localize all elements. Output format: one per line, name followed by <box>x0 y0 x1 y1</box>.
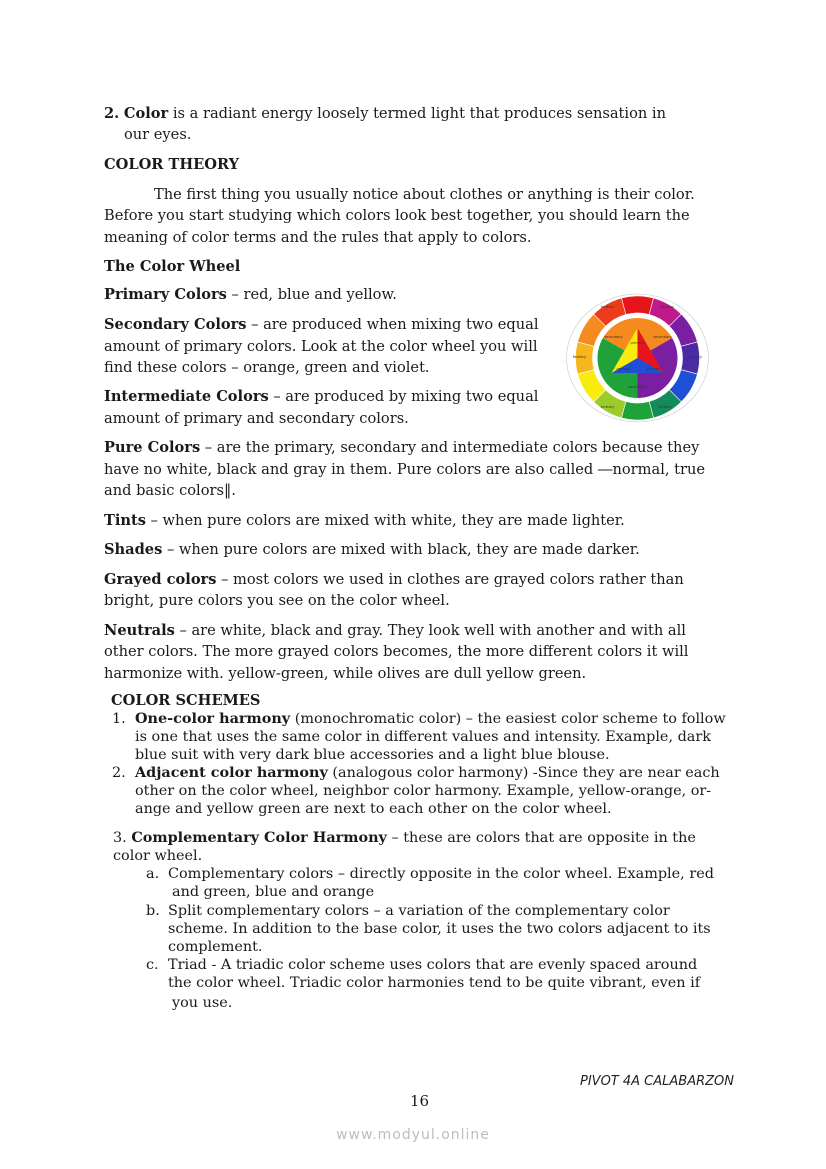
primary-colors-text: – red, blue and yellow. <box>226 286 397 303</box>
watermark: www.modyul.online <box>336 1127 490 1143</box>
grayed-colors-term: Grayed colors <box>104 571 217 588</box>
wheel-label: tertiary <box>658 405 673 409</box>
wheel-label: primary <box>616 367 631 371</box>
scheme-3-number: 3. <box>113 830 127 846</box>
item2-text: is a radiant energy loosely termed light that produces sensation in <box>168 105 666 122</box>
primary-colors-line <box>104 284 397 305</box>
scheme-2-text <box>135 764 735 819</box>
grayed-colors-line-1 <box>104 569 684 590</box>
sub-b-text: Split complementary colors – a variation of the complementary color scheme. In addition to the base color, it uses the two colors adjacent to its complement. <box>168 903 711 956</box>
scheme-2-term: Adjacent color harmony <box>135 764 328 781</box>
item2-line2: our eyes. <box>124 126 192 143</box>
color-schemes-heading: COLOR SCHEMES <box>111 692 261 709</box>
footer-region-label: PIVOT 4A CALABARZON <box>580 1074 734 1089</box>
grayed-colors-text: – most colors we used in clothes are grayed colors rather than <box>216 571 684 588</box>
item2-term: Color <box>123 105 169 122</box>
page-number: 16 <box>410 1092 430 1110</box>
intermediate-colors-text: – are produced by mixing two equal <box>268 388 539 405</box>
secondary-colors-line-3: find these colors – orange, green and violet. <box>104 359 430 376</box>
sub-a-line-2: and green, blue and orange <box>172 884 375 900</box>
wheel-label: secondary <box>628 385 647 389</box>
wheel-segment <box>621 296 653 315</box>
sub-c-text: Triad - A triadic color scheme uses colors that are evenly spaced around the color wheel. Triadic color harmonies tend to be quite vibrant, even if <box>168 957 701 992</box>
wheel-label: primary <box>646 367 661 371</box>
item2-number: 2. <box>104 105 120 122</box>
wheel-label: secondary <box>604 335 623 339</box>
color-wheel-heading: The Color Wheel <box>104 258 241 275</box>
pure-colors-line-3: and basic colors‖. <box>104 482 236 499</box>
color-theory-heading: COLOR THEORY <box>104 156 240 173</box>
tints-line <box>104 510 625 531</box>
neutrals-line-2: other colors. The more grayed colors becomes, the more different colors it will <box>104 643 689 660</box>
sub-a-line-1: Complementary colors – directly opposite in the color wheel. Example, red <box>168 866 714 882</box>
scheme-1-text <box>135 710 735 765</box>
wheel-label: tertiary <box>600 305 615 309</box>
intermediate-colors-line-1 <box>104 386 538 407</box>
wheel-label: primary <box>630 341 645 345</box>
neutrals-term: Neutrals <box>104 622 175 639</box>
shades-text: – when pure colors are mixed with black, they are made darker. <box>162 541 640 558</box>
scheme-3-term: Complementary Color Harmony <box>131 829 387 846</box>
scheme-2-number: 2. <box>112 765 126 781</box>
neutrals-line-3: harmonize with. yellow-green, while olives are dull yellow green. <box>104 665 587 682</box>
intermediate-colors-line-2: amount of primary and secondary colors. <box>104 410 409 427</box>
scheme-2-desc: (analogous color harmony) -Since they are near each other on the color wheel, neighbor color harmony. Example, yellow-orange, or-ange and yellow green are next to each other on the color wheel. <box>135 765 720 818</box>
secondary-colors-line-1 <box>104 314 539 335</box>
secondary-colors-text: – are produced when mixing two equal <box>246 316 539 333</box>
secondary-colors-line-2: amount of primary colors. Look at the color wheel you will <box>104 338 538 355</box>
neutrals-line-1 <box>104 620 686 641</box>
scheme-1-term: One-color harmony <box>135 710 291 727</box>
wheel-label: tertiary <box>660 305 675 309</box>
color-wheel-figure <box>565 293 710 423</box>
color-theory-line-1: The first thing you usually notice about clothes or anything is their color. <box>154 186 695 203</box>
tints-term: Tints <box>104 512 146 529</box>
wheel-label: tertiary <box>688 355 703 359</box>
sub-c-letter: c. <box>146 957 159 973</box>
pure-colors-line-2: have no white, black and gray in them. Pure colors are also called ―normal, true <box>104 461 706 478</box>
wheel-segment <box>621 401 653 420</box>
intermediate-colors-term: Intermediate Colors <box>104 388 269 405</box>
item2-line1 <box>104 103 666 124</box>
color-theory-line-2: Before you start studying which colors look best together, you should learn the <box>104 207 690 224</box>
wheel-label: secondary <box>653 335 672 339</box>
scheme-1-number: 1. <box>112 711 126 727</box>
shades-line <box>104 539 640 560</box>
neutrals-text: – are white, black and gray. They look well with another and with all <box>174 622 686 639</box>
color-theory-line-3: meaning of color terms and the rules that apply to colors. <box>104 229 532 246</box>
scheme-1-desc: (monochromatic color) – the easiest color scheme to follow is one that uses the same color in different values and intensity. Example, dark blue suit with very dark blue accessories and a light blue blouse. <box>135 711 726 764</box>
sub-c-line-2: you use. <box>172 995 233 1011</box>
pure-colors-line-1 <box>104 437 699 458</box>
scheme-3-text <box>113 829 718 865</box>
sub-a-letter: a. <box>146 866 160 882</box>
scheme-3-desc: – these are colors that are opposite in the color wheel. <box>113 830 696 865</box>
pure-colors-term: Pure Colors <box>104 439 201 456</box>
primary-colors-term: Primary Colors <box>104 286 227 303</box>
grayed-colors-line-2: bright, pure colors you see on the color wheel. <box>104 592 450 609</box>
sub-b-letter: b. <box>146 903 160 919</box>
pure-colors-text: – are the primary, secondary and intermediate colors because they <box>200 439 700 456</box>
wheel-label: tertiary <box>572 355 587 359</box>
shades-term: Shades <box>104 541 163 558</box>
tints-text: – when pure colors are mixed with white, they are made lighter. <box>145 512 625 529</box>
secondary-colors-term: Secondary Colors <box>104 316 247 333</box>
wheel-label: tertiary <box>600 405 615 409</box>
